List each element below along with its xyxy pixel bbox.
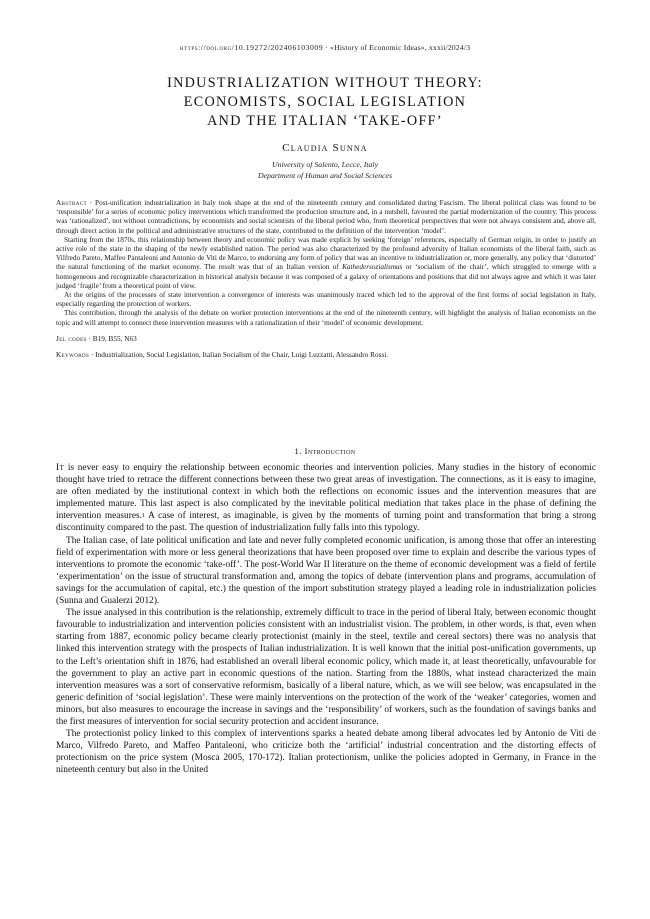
paragraph-lead: It (56, 463, 65, 473)
author-affiliation-department: Department of Human and Social Sciences (257, 171, 393, 180)
jel-codes (56, 335, 596, 344)
section-heading (0, 447, 650, 456)
abstract-label-separator: · (86, 199, 96, 207)
title-line-1: INDUSTRIALIZATION WITHOUT THEORY: (167, 75, 483, 91)
abstract-paragraph-4: This contribution, through the analysis of the debate on worker protection interventions at the end of the nineteenth century, will highlight the analysis of Italian economists on the topic and will attempt to connect these intervention measures with a rationalization of their ‘model’ of economic development. (56, 309, 596, 327)
jel-label: Jel codes (56, 334, 87, 343)
abstract-paragraph-3: At the origins of the processes of state intervention a convergence of interests was unanimously traced which led to the approval of the first forms of social legislation in Italy, especially regarding the protection of workers. (56, 291, 596, 309)
abstract-text-1: Post-unification industrialization in Italy took shape at the end of the nineteenth century and consolidated during Fascism. The liberal political class was found to be ‘responsible’ for a series of economic policy interventions which transformed the production structure and, in a nutshell, favoured the partial modernization of the country. This process was ‘rationalized’, not without contradictions, by economists and social scientists of the liberal period who, from theoretical perspectives that were not always consistent and, above all, through direct action in the political and administrative structures of the state, contributed to the definition of the intervention ‘model’. (56, 199, 597, 235)
abstract-text-2b: or ‘socialism of the chair’, which struggled to emerge with a homogeneous and recognizable characterization in historical analysis because it was composed of a galaxy of orientations and positions that did not always agree and which it was later judged ‘fragile’ from a theoretical point of view. (56, 263, 596, 290)
abstract-paragraph-2 (56, 236, 596, 291)
keywords-label: Keywords (56, 351, 90, 360)
section-title: Introduction (304, 447, 356, 456)
keywords (56, 351, 596, 360)
keywords-separator: · (89, 351, 96, 360)
running-head (0, 43, 650, 52)
body-text-1-tail: A case of interest, as imaginable, is given by the moments of turning point and transformation that bring a strong discontinuity compared to the past. The question of industrialization fully falls into this typology. (56, 511, 596, 534)
title-line-3: AND THE ITALIAN ‘TAKE-OFF’ (207, 113, 443, 129)
footnote-marker[interactable]: 1 (141, 513, 145, 520)
body-paragraph-2: The Italian case, of late political unification and late and never fully completed economic unification, is among those that offer an interesting field of experimentation with more or less general theorizations that have been proposed over time to explain and describe the various types of interventions to promote the economic ‘take-off’. The post-World War II literature on the theme of economic development was a field of fertile ‘experimentation’ on the issue of structural transformation and, among the topics of debate (intervention plans and programs, accumulation of savings for the accumulation of capital, etc.) the question of the import substitution strategy played a leading role in industrialization policies (Sunna and Gualerzi 2012). (56, 535, 596, 607)
running-head-separator: · (323, 43, 331, 52)
author-name: Claudia Sunna (282, 142, 368, 154)
body-paragraph-4: The protectionist policy linked to this complex of interventions sparks a heated debate among liberal advocates led by Antonio de Viti de Marco, Vilfredo Pareto, and Maffeo Pantaleoni, who criticize both the ‘artificial’ industrial concentration and the distorting effects of protectionism on the price system (Mosca 2005, 170-172). Italian protectionism, unlike the policies adopted in Germany, in France in the nineteenth century but also in the United (56, 729, 596, 776)
abstract-text-2a: Starting from the 1870s, this relationship between theory and economic policy was made explicit by seeking ‘foreign’ references, especially of German origin, in order to justify an active role of the state in the shaping of the newly established nation. The period was also characterized by the profound adversity of Italian economists of the liberal faith, such as Vilfredo Pareto, Maffeo Pantaleoni and Antonio de Viti de Marco, to endorsing any form of policy that was an incentive to industrialization or, more generally, any policy that ‘distorted’ the natural functioning of the market economy. The result was that of an Italian version of (56, 235, 596, 272)
abstract (56, 199, 596, 360)
title-line-2: ECONOMISTS, SOCIAL LEGISLATION (183, 94, 467, 110)
abstract-italic-term: Kathedersozialismus (342, 263, 403, 272)
jel-value: B19, B55, N63 (92, 334, 137, 343)
body-paragraph-1 (56, 462, 596, 535)
section-number: 1. (294, 447, 302, 456)
journal-info: «History of Economic Ideas», xxxii/2024/3 (330, 43, 471, 52)
doi-link[interactable]: https://doi.org/10.19272/202406103009 (179, 43, 324, 52)
abstract-paragraph-1 (56, 199, 596, 236)
jel-separator: · (86, 334, 93, 343)
keywords-value: Industrialization, Social Legislation, Italian Socialism of the Chair, Luigi Luzzatti, Alessandro Rossi. (95, 351, 389, 360)
author-affiliation-university: University of Salento, Lecce, Italy (271, 160, 379, 169)
abstract-label: Abstract (56, 199, 87, 207)
article-title (0, 74, 650, 131)
body-paragraph-3: The issue analysed in this contribution is the relationship, extremely difficult to trace in the period of liberal Italy, between economic thought favourable to industrialization and intervention policies consistent with an industrialist vision. The problem, in other words, is that, even when starting from 1887, economic policy became clearly protectionist (mainly in the steel, textile and cereal sectors) there was no analysis that linked this intervention strategy with the prospects of Italian industrialization. It is well known that the initial post-unification governments, up to the Left’s orientation shift in 1876, had established an overall liberal economic policy, which made it, at least theoretically, unfavourable for the government to play an active part in economic questions of the nation. Starting from the 1880s, what instead characterized the main intervention measures was a sort of conservative reformism, basically of a liberal nature, which, as we will see below, was encapsulated in the generic definition of ‘social legislation’. These were mainly interventions on the protection of the work of the ‘weaker’ categories, women and minors, but also measures to encourage the increase in savings and the ‘responsibility’ of workers, such as the foundation of savings banks and the first measures of intervention for social security protection and accident insurance. (56, 608, 596, 727)
body-text (56, 462, 596, 776)
body-text-1: is never easy to enquiry the relationship between economic theories and intervention policies. Many studies in the history of economic thought have tried to retrace the different connections between these two great areas of investigation. The connections, as it is easy to imagine, are often mediated by the institutional context in which both the reflections on economic issues and the intervention measures that are implemented mature. This last aspect is also complicated by the inevitable political mediation that takes place in the phase of defining the intervention measures. (56, 463, 596, 522)
